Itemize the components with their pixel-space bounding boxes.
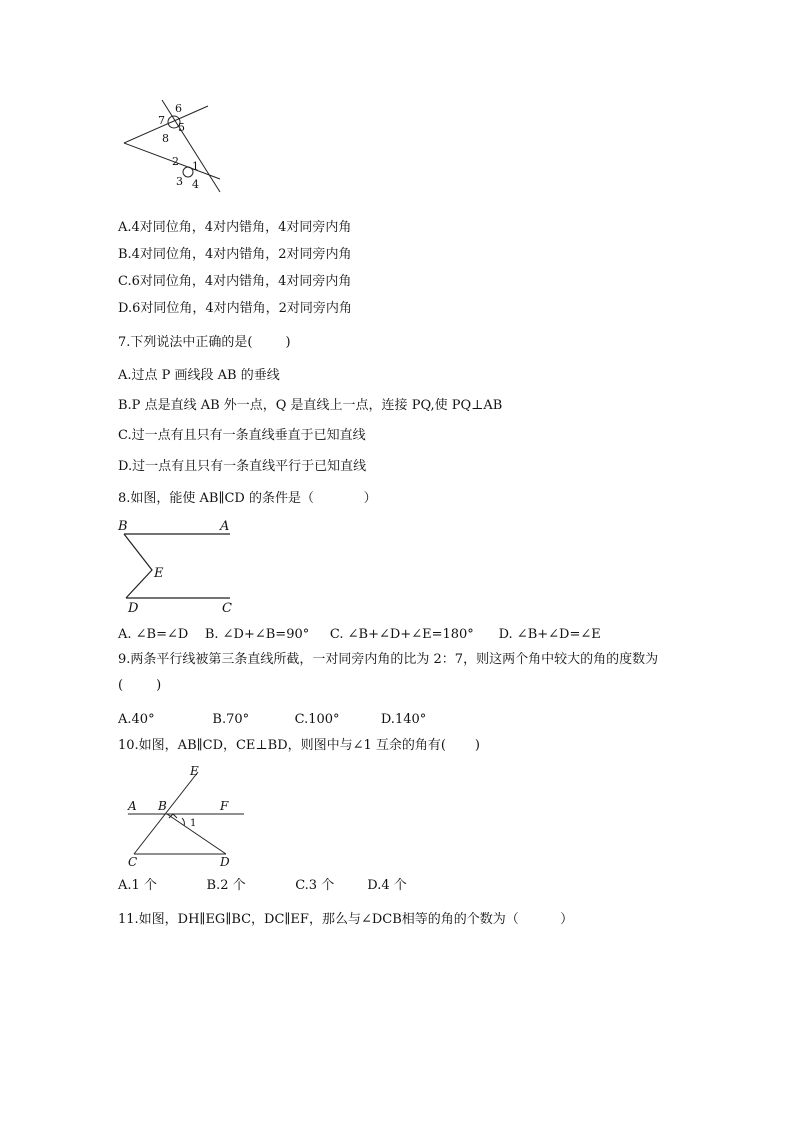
q6-option-a: A.4对同位角，4对内错角，4对同旁内角 bbox=[118, 220, 352, 235]
q6-option-c: C.6对同位角，4对内错角，4对同旁内角 bbox=[118, 274, 352, 289]
parallel-lines-figure-8 bbox=[112, 516, 242, 616]
broken-line-bed bbox=[124, 534, 152, 598]
point-label-a: A bbox=[128, 799, 137, 813]
angle-label-7: 7 bbox=[158, 114, 165, 127]
angle-label-1: 1 bbox=[192, 160, 199, 173]
q7-option-d: D.过一点有且只有一条直线平行于已知直线 bbox=[118, 459, 367, 474]
q7-stem: 7.下列说法中正确的是( ) bbox=[118, 335, 291, 350]
point-label-f: F bbox=[220, 799, 229, 813]
q9-stem-line2: ( ) bbox=[118, 678, 162, 693]
point-label-e: E bbox=[190, 764, 199, 778]
q11-stem: 11.如图，DH∥EG∥BC，DC∥EF，那么与∠DCB相等的角的个数为（ ） bbox=[118, 912, 574, 927]
q7-option-a: A.过点 P 画线段 AB 的垂线 bbox=[118, 368, 280, 383]
point-label-d: D bbox=[220, 855, 230, 869]
q6-option-b: B.4对同位角，4对内错角，2对同旁内角 bbox=[118, 247, 352, 262]
angle-label-2: 2 bbox=[172, 155, 179, 168]
q6-option-d: D.6对同位角，4对内错角，2对同旁内角 bbox=[118, 301, 352, 316]
geometry-figure-10 bbox=[122, 762, 252, 872]
point-label-c: C bbox=[128, 855, 138, 869]
point-label-b: B bbox=[118, 519, 128, 534]
angle-label-5: 5 bbox=[178, 121, 185, 134]
point-label-b: B bbox=[158, 799, 167, 813]
point-label-a: A bbox=[220, 519, 230, 534]
line-bd bbox=[167, 814, 226, 854]
angle-figure-1 bbox=[118, 96, 228, 196]
line-ce bbox=[134, 772, 198, 854]
angle-label-1: 1 bbox=[190, 818, 197, 829]
point-label-e: E bbox=[154, 566, 164, 581]
point-label-c: C bbox=[222, 601, 232, 616]
q8-stem: 8.如图，能使 AB∥CD 的条件是（ ） bbox=[118, 491, 377, 506]
q7-option-b: B.P 点是直线 AB 外一点，Q 是直线上一点，连接 PQ,使 PQ⊥AB bbox=[118, 398, 503, 413]
angle-label-8: 8 bbox=[162, 132, 169, 145]
q9-stem-line1: 9.两条平行线被第三条直线所截，一对同旁内角的比为 2：7，则这两个角中较大的角的度数为 bbox=[118, 652, 659, 667]
angle-label-4: 4 bbox=[192, 178, 199, 191]
q10-options: A.1 个 B.2 个 C.3 个 D.4 个 bbox=[118, 878, 407, 893]
angle-label-3: 3 bbox=[176, 175, 183, 188]
q7-option-c: C.过一点有且只有一条直线垂直于已知直线 bbox=[118, 428, 366, 443]
q10-stem: 10.如图，AB∥CD，CE⊥BD，则图中与∠1 互余的角有( ) bbox=[118, 738, 480, 753]
point-label-d: D bbox=[128, 601, 139, 616]
q8-options: A. ∠B=∠D B. ∠D+∠B=90° C. ∠B+∠D+∠E=180° D. ∠B+∠D=∠E bbox=[118, 627, 601, 642]
angle-label-6: 6 bbox=[175, 102, 182, 115]
q9-options: A.40° B.70° C.100° D.140° bbox=[118, 712, 427, 727]
